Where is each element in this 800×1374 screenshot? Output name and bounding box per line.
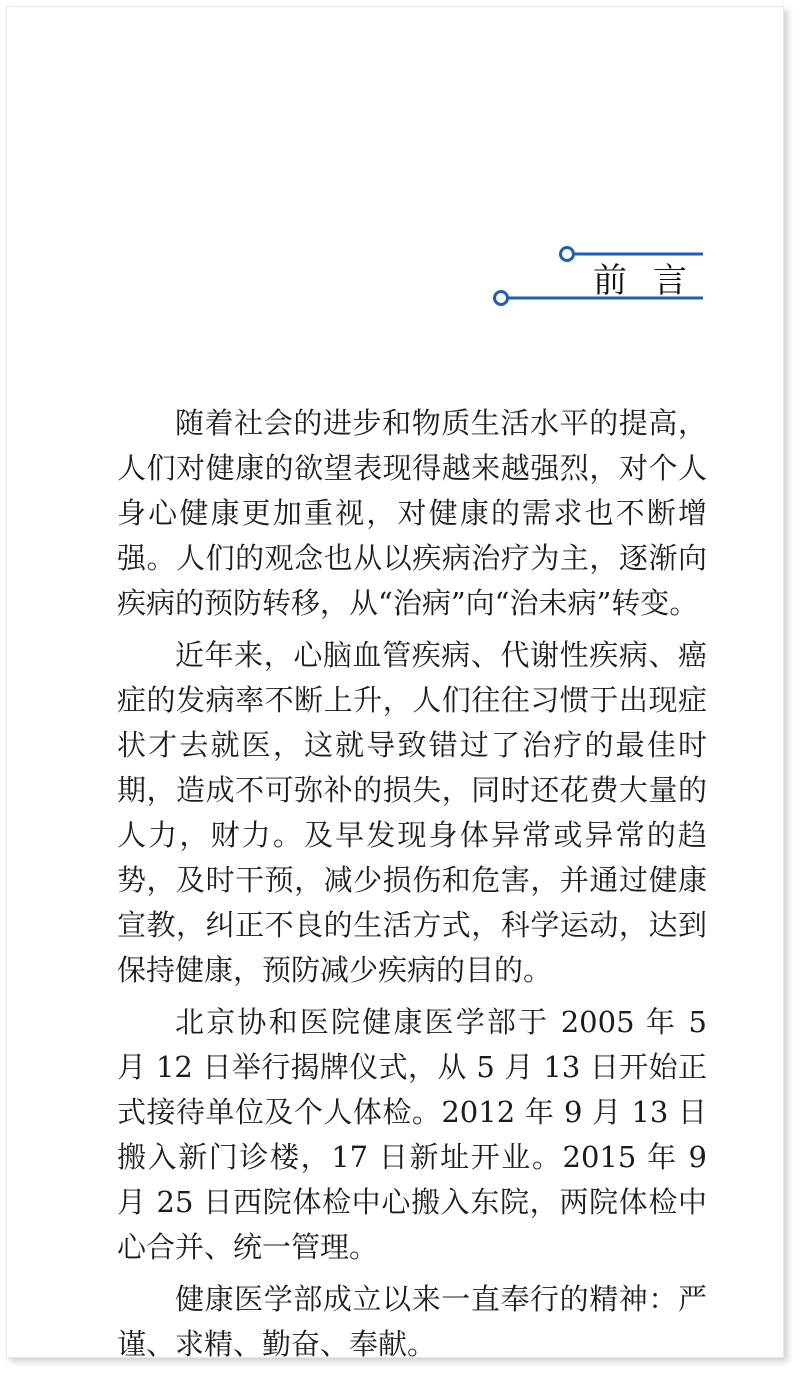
paragraph-4: 健康医学部成立以来一直奉行的精神：严谨、求精、勤奋、奉献。 [117,1282,707,1361]
book-page [6,6,784,1361]
preface-body [117,401,707,1374]
paragraph-3: 北京协和医院健康医学部于 2005 年 5 月 12 日举行揭牌仪式，从 5 月 13 日开始正式接待单位及个人体检。2012 年 9 月 13 日搬入新门诊楼，17 日新址开业。2015 年 9 月 25 日西院体检中心搬入东院，两院体检中心合并、统一管理。 [117,1005,707,1264]
page-title: 前言 [593,261,713,301]
ornament-bottom-circle [495,292,508,305]
ornament-top-circle [561,248,574,261]
paragraph-1: 随着社会的进步和物质生活水平的提高，人们对健康的欲望表现得越来越强烈，对个人身心健康更加重视，对健康的需求也不断增强。人们的观念也从以疾病治疗为主，逐渐向疾病的预防转移，从“治病”向“治未病”转变。 [117,406,707,620]
paragraph-2: 近年来，心脑血管疾病、代谢性疾病、癌症的发病率不断上升，人们往往习惯于出现症状才去就医，这就导致错过了治疗的最佳时期，造成不可弥补的损失，同时还花费大量的人力，财力。及早发现身体异常或异常的趋势，及时干预，减少损伤和危害，并通过健康宣教，纠正不良的生活方式，科学运动，达到保持健康，预防减少疾病的目的。 [117,638,707,987]
